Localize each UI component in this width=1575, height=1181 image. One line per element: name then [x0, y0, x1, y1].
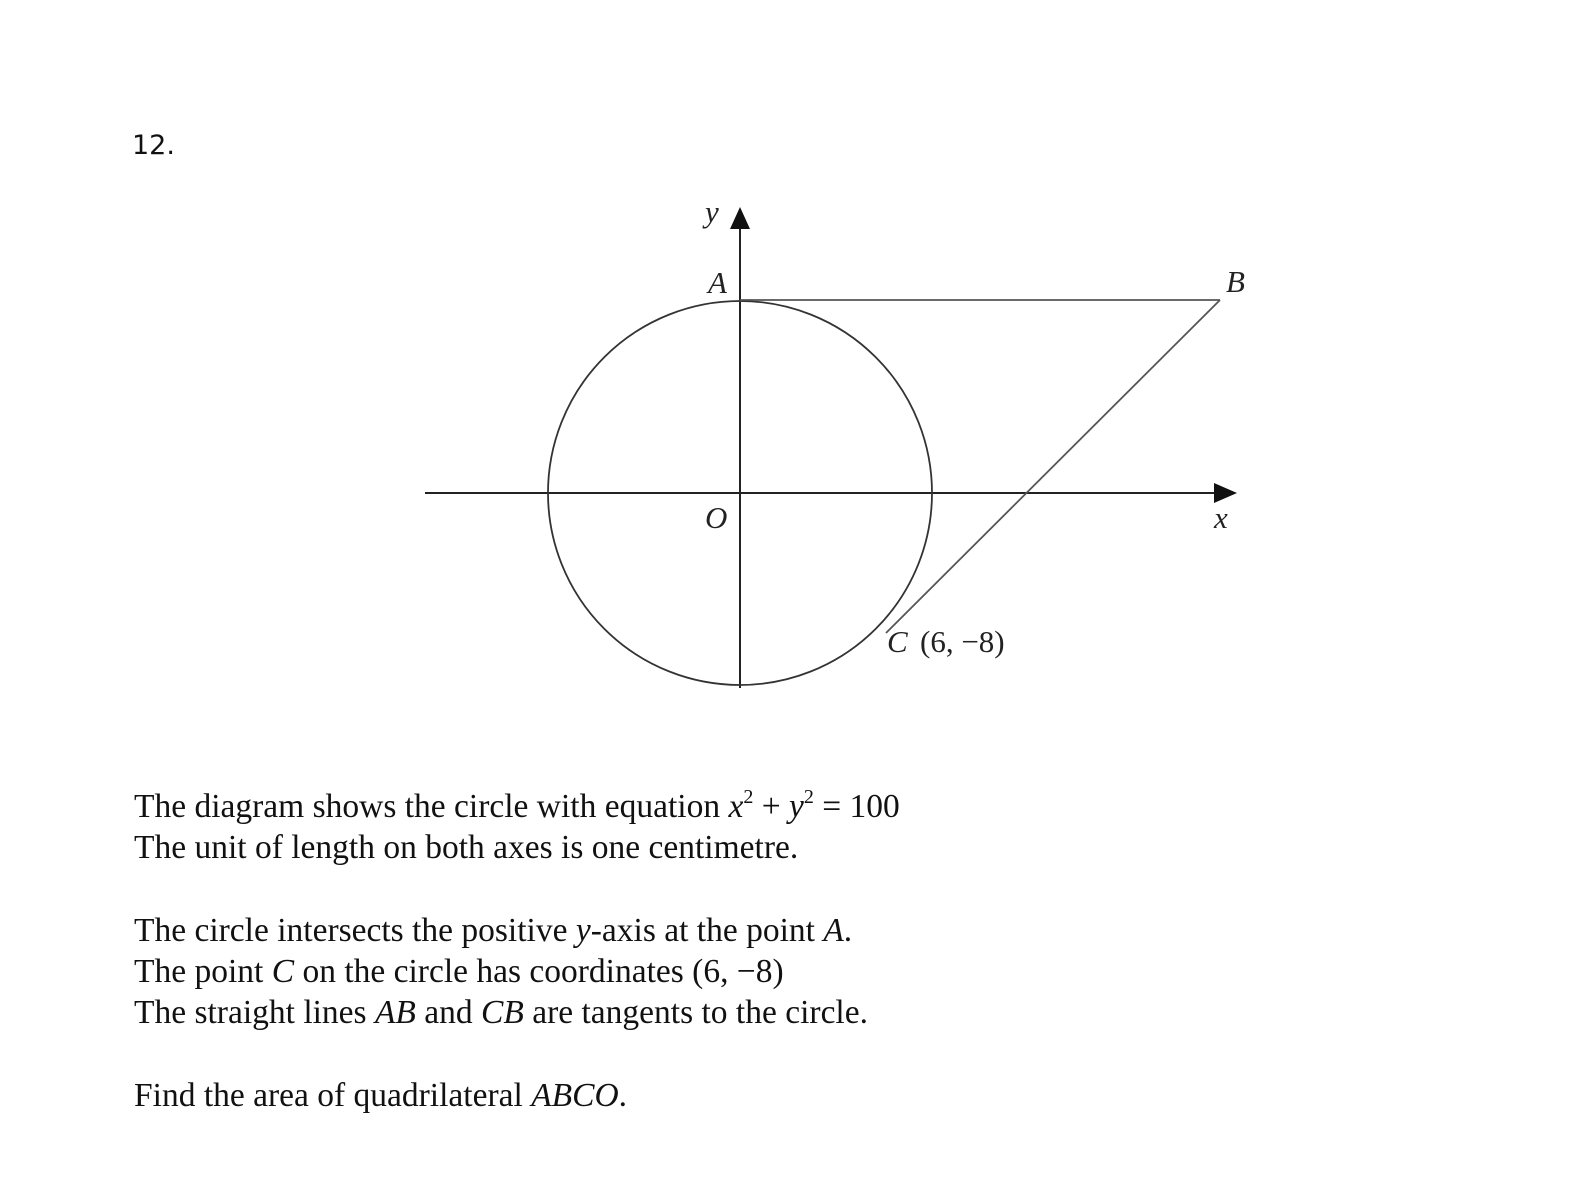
y-axis-arrowhead: [730, 207, 750, 229]
circle-equation-line: The diagram shows the circle with equation $x^2 + y^2 = 100$: [134, 785, 900, 825]
units-line: The unit of length on both axes is one centimetre.: [134, 829, 799, 866]
origin-label: O: [705, 500, 728, 535]
tangent-cb: [886, 300, 1220, 633]
x-axis-label: x: [1214, 500, 1228, 535]
point-b-label: B: [1226, 264, 1245, 299]
point-c-label: C: [887, 624, 908, 659]
point-a-label: A: [708, 265, 727, 300]
text-block-intro: [134, 786, 900, 868]
text-block-task: [134, 1075, 627, 1116]
text-block-givens: [134, 910, 868, 1033]
point-c-line: The point C on the circle has coordinates (6, −8): [134, 953, 784, 990]
task-line: Find the area of quadrilateral ABCO.: [134, 1077, 628, 1114]
point-a-line: The circle intersects the positive y-axis at the point A.: [134, 912, 853, 949]
y-axis-label: y: [705, 194, 719, 229]
question-number: 12.: [132, 130, 175, 161]
tangents-line: The straight lines AB and CB are tangents to the circle.: [134, 994, 868, 1031]
point-c-coordinates: (6, −8): [920, 624, 1005, 659]
